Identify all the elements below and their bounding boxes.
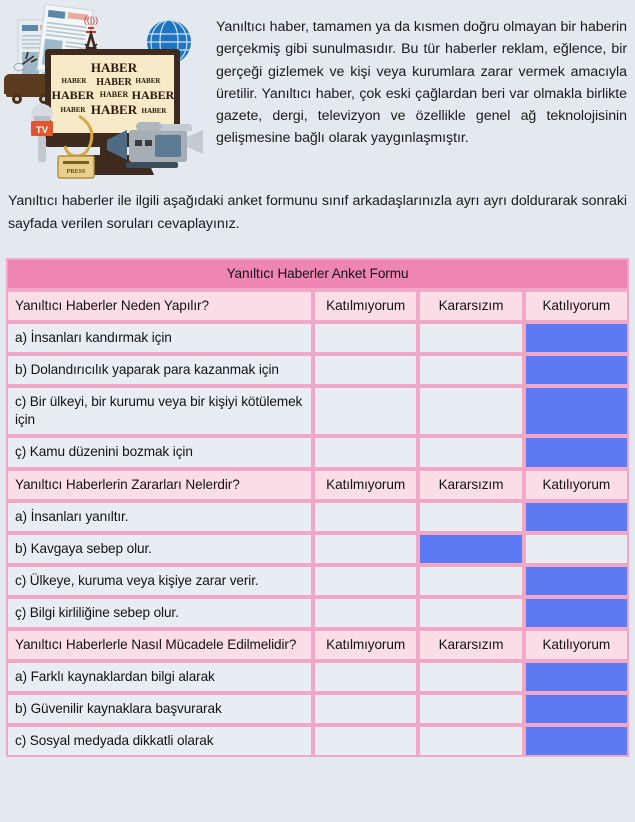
survey-answer-cell-1[interactable] [313,533,418,565]
survey-item-label: ç) Bilgi kirliliğine sebep olur. [6,597,313,629]
svg-text:HABER: HABER [90,102,138,117]
survey-item-label: a) Farklı kaynaklardan bilgi alarak [6,661,313,693]
survey-answer-cell-1[interactable] [313,725,418,757]
survey-item-row [6,725,629,757]
intro-section [0,0,635,186]
survey-answer-cell-1[interactable] [313,386,418,436]
survey-answer-cell-2[interactable] [418,386,523,436]
survey-item-label: b) Güvenilir kaynaklara başvurarak [6,693,313,725]
survey-item-row [6,501,629,533]
survey-option-header-1: Katılmıyorum [313,629,418,661]
svg-text:HABER: HABER [61,77,87,85]
survey-answer-cell-selected-3[interactable] [524,501,629,533]
survey-answer-cell-selected-3[interactable] [524,354,629,386]
survey-section-header-row [6,290,629,322]
svg-text:PRESS: PRESS [66,169,86,175]
survey-item-label: c) Bir ülkeyi, bir kurumu veya bir kişiyi kötülemek için [6,386,313,436]
survey-option-header-1: Katılmıyorum [313,469,418,501]
intro-paragraph: Yanıltıcı haber, tamamen ya da kısmen doğru olmayan bir haberin gerçekmiş gibi sunulmasıdır. Bu tür haberler reklam, eğlence, bir gerçeği gizlemek ve kişi veya kurumlara zarar vermek amacıyla üretilir. Yanıltıcı haber, çok eski çağlardan beri var olmakla birlikte gazete, dergi, televizyon ve özellikle genel ağ teknolojisinin gelişmesine bağlı olarak yaygınlaşmıştır. [216,19,627,147]
survey-answer-cell-1[interactable] [313,693,418,725]
survey-answer-cell-2[interactable] [418,693,523,725]
survey-option-header-2: Kararsızım [418,629,523,661]
survey-item-label: ç) Kamu düzenini bozmak için [6,436,313,468]
survey-item-label: a) İnsanları yanıltır. [6,501,313,533]
microphone-icon [31,104,53,162]
survey-item-label: a) İnsanları kandırmak için [6,322,313,354]
survey-answer-cell-1[interactable] [313,597,418,629]
survey-answer-cell-selected-3[interactable] [524,725,629,757]
survey-item-row [6,597,629,629]
survey-item-row [6,386,629,436]
survey-answer-cell-3[interactable] [524,533,629,565]
instruction-paragraph: Yanıltıcı haberler ile ilgili aşağıdaki anket formunu sınıf arkadaşlarınızla ayrı ayrı doldurarak sonraki sayfada verilen soruları cevaplayınız. [8,193,627,232]
survey-answer-cell-selected-3[interactable] [524,693,629,725]
svg-text:HABER: HABER [99,90,129,99]
svg-text:HABER: HABER [96,77,132,88]
survey-answer-cell-1[interactable] [313,322,418,354]
survey-item-row [6,693,629,725]
survey-answer-cell-selected-3[interactable] [524,565,629,597]
survey-option-header-2: Kararsızım [418,469,523,501]
survey-section-heading: Yanıltıcı Haberlerle Nasıl Mücadele Edilmelidir? [6,629,313,661]
survey-answer-cell-1[interactable] [313,565,418,597]
survey-item-row [6,436,629,468]
survey-item-label: c) Ülkeye, kuruma veya kişiye zarar verir. [6,565,313,597]
survey-title-row [6,258,629,290]
survey-table-wrapper [0,236,635,757]
survey-section-heading: Yanıltıcı Haberler Neden Yapılır? [6,290,313,322]
survey-section-header-row [6,469,629,501]
survey-answer-cell-selected-3[interactable] [524,386,629,436]
survey-item-row [6,661,629,693]
survey-answer-cell-selected-3[interactable] [524,597,629,629]
survey-answer-cell-selected-3[interactable] [524,322,629,354]
survey-answer-cell-2[interactable] [418,322,523,354]
survey-item-row [6,533,629,565]
svg-text:HABER: HABER [131,88,175,102]
survey-answer-cell-1[interactable] [313,436,418,468]
survey-section-header-row [6,629,629,661]
svg-text:HABER: HABER [60,106,86,114]
survey-option-header-3: Katılıyorum [524,290,629,322]
news-media-collage-illustration [4,4,210,186]
svg-text:HABER: HABER [51,88,95,102]
survey-item-row [6,322,629,354]
survey-answer-cell-2[interactable] [418,661,523,693]
survey-answer-cell-1[interactable] [313,354,418,386]
survey-answer-cell-2[interactable] [418,565,523,597]
survey-option-header-3: Katılıyorum [524,629,629,661]
survey-answer-cell-selected-2[interactable] [418,533,523,565]
survey-item-row [6,565,629,597]
survey-option-header-1: Katılmıyorum [313,290,418,322]
svg-text:HABER: HABER [90,60,138,75]
survey-item-row [6,354,629,386]
svg-text:((|)): ((|)) [83,15,99,25]
survey-item-label: c) Sosyal medyada dikkatli olarak [6,725,313,757]
illustration-svg [4,4,210,186]
survey-option-header-3: Katılıyorum [524,469,629,501]
svg-text:TV: TV [35,125,49,136]
survey-answer-cell-2[interactable] [418,597,523,629]
survey-answer-cell-1[interactable] [313,501,418,533]
survey-option-header-2: Kararsızım [418,290,523,322]
survey-answer-cell-2[interactable] [418,501,523,533]
survey-answer-cell-selected-3[interactable] [524,661,629,693]
survey-item-label: b) Kavgaya sebep olur. [6,533,313,565]
survey-answer-cell-1[interactable] [313,661,418,693]
survey-section-heading: Yanıltıcı Haberlerin Zararları Nelerdir? [6,469,313,501]
survey-answer-cell-2[interactable] [418,354,523,386]
survey-answer-cell-2[interactable] [418,725,523,757]
survey-table [6,258,629,757]
svg-text:HABER: HABER [135,77,161,85]
survey-form-title: Yanıltıcı Haberler Anket Formu [6,258,629,290]
svg-text:HABER: HABER [141,107,167,115]
survey-item-label: b) Dolandırıcılık yaparak para kazanmak için [6,354,313,386]
survey-answer-cell-selected-3[interactable] [524,436,629,468]
survey-answer-cell-2[interactable] [418,436,523,468]
